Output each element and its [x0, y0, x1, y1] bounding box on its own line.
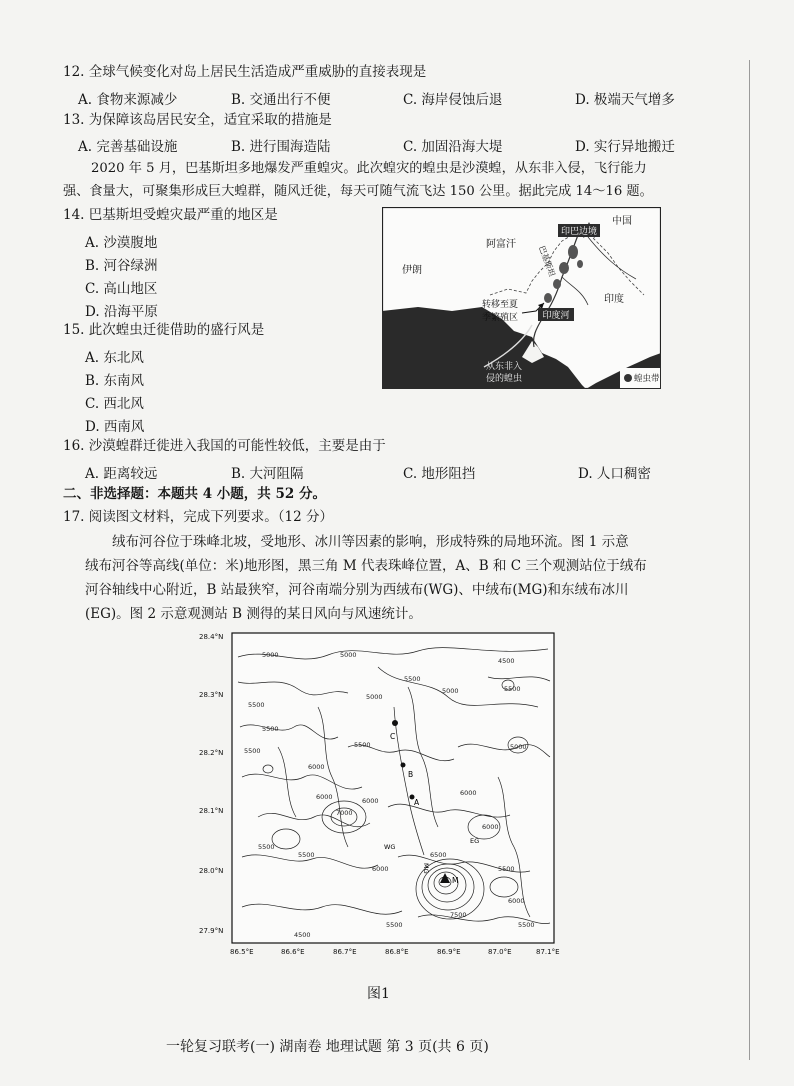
y-tick-label: 28.3°N — [199, 691, 224, 699]
x-axis-ticks — [230, 948, 560, 956]
contour-label: 6500 — [430, 851, 447, 859]
contour-label: 6000 — [482, 823, 499, 831]
label-pakistan: 巴基斯坦 — [537, 244, 557, 278]
locust-zone-1 — [568, 245, 578, 259]
contour-label: 5000 — [340, 651, 357, 659]
q14-option-a[interactable]: A. 沙漠腹地 — [85, 235, 158, 251]
contour-label: 7000 — [336, 809, 353, 817]
contour-label: 5500 — [248, 701, 265, 709]
q16-option-b[interactable]: B. 大河阻隔 — [231, 466, 304, 482]
question-13-stem: 13. 为保障该岛居民安全，适宜采取的措施是 — [63, 112, 332, 128]
station-c-icon — [392, 720, 398, 726]
contour-map-frame — [232, 633, 554, 943]
y-tick-label: 28.4°N — [199, 633, 224, 641]
contour-label: 5500 — [244, 747, 261, 755]
q14-option-b[interactable]: B. 河谷绿洲 — [85, 258, 158, 274]
q12-option-d[interactable]: D. 极端天气增多 — [575, 92, 675, 108]
q14-option-c[interactable]: C. 高山地区 — [85, 281, 158, 297]
contour-label: 5000 — [262, 651, 279, 659]
q12-option-c[interactable]: C. 海岸侵蚀后退 — [403, 92, 503, 108]
q16-option-c[interactable]: C. 地形阻挡 — [403, 466, 476, 482]
legend-dot-icon — [624, 374, 632, 382]
y-axis-ticks — [199, 633, 223, 935]
q13-option-b[interactable]: B. 进行围海造陆 — [231, 139, 331, 155]
contour-label: 5500 — [262, 725, 279, 733]
figure-1-caption: 图1 — [367, 986, 390, 1002]
x-tick-label: 87.0°E — [488, 948, 512, 956]
intro-line-1: 2020 年 5 月，巴基斯坦多地爆发严重蝗灾。此次蝗灾的蝗虫是沙漠蝗，从东非入侵，飞行能力 — [91, 161, 647, 176]
contour-label: 6000 — [316, 793, 333, 801]
q13-option-c[interactable]: C. 加固沿海大堤 — [403, 139, 503, 155]
q15-option-a[interactable]: A. 东北风 — [85, 350, 144, 366]
contour-label: 6000 — [508, 897, 525, 905]
x-tick-label: 86.8°E — [385, 948, 409, 956]
question-17-stem: 17. 阅读图文材料，完成下列要求。（12 分） — [63, 509, 333, 525]
contour-label: 5500 — [518, 921, 535, 929]
q15-option-c[interactable]: C. 西北风 — [85, 396, 144, 412]
contour-label: 6000 — [460, 789, 477, 797]
glacier-eg-label: EG — [470, 837, 480, 845]
y-tick-label: 28.0°N — [199, 867, 224, 875]
x-tick-label: 86.9°E — [437, 948, 461, 956]
label-china: 中国 — [612, 216, 632, 227]
contour-label: 6000 — [372, 865, 389, 873]
q15-option-b[interactable]: B. 东南风 — [85, 373, 145, 389]
q13-option-d[interactable]: D. 实行异地搬迁 — [575, 139, 675, 155]
question-16-stem: 16. 沙漠蝗群迁徙进入我国的可能性较低，主要是由于 — [63, 438, 386, 454]
contour-label: 5500 — [404, 675, 421, 683]
y-tick-label: 28.2°N — [199, 749, 224, 757]
q16-option-d[interactable]: D. 人口稠密 — [578, 466, 651, 482]
contour-label: 4500 — [498, 657, 515, 665]
locust-zone-2 — [559, 262, 569, 274]
label-india: 印度 — [604, 294, 624, 305]
label-india-pakistan-border: 印巴边境 — [560, 227, 598, 237]
x-tick-label: 86.7°E — [333, 948, 357, 956]
question-15-stem: 15. 此次蝗虫迁徙借助的盛行风是 — [63, 322, 265, 338]
q13-option-a[interactable]: A. 完善基础设施 — [78, 139, 178, 155]
contour-label: 5500 — [498, 865, 515, 873]
q15-option-d[interactable]: D. 西南风 — [85, 419, 145, 435]
intro-line-2: 强、食量大，可聚集形成巨大蝗群，随风迁徙，每天可随气流飞达 150 公里。据此完成 14～16 题。 — [63, 184, 653, 199]
contour-label: 5500 — [258, 843, 275, 851]
question-12-stem: 12. 全球气候变化对岛上居民生活造成严重威胁的直接表现是 — [63, 64, 427, 80]
contour-label: 6000 — [308, 763, 325, 771]
x-tick-label: 86.5°E — [230, 948, 254, 956]
label-from-east-africa-2: 侵的蝗虫 — [486, 374, 523, 384]
label-migrate: 转移至夏 — [482, 300, 519, 310]
glacier-mg-label: MG — [422, 863, 430, 874]
q14-option-d[interactable]: D. 沿海平原 — [85, 304, 158, 320]
q16-option-a[interactable]: A. 距离较远 — [85, 466, 158, 482]
contour-label: 5000 — [510, 743, 527, 751]
contour-label: 5500 — [504, 685, 521, 693]
station-c-label: C — [390, 732, 396, 741]
contour-label: 5000 — [442, 687, 459, 695]
x-tick-label: 86.6°E — [281, 948, 305, 956]
y-tick-label: 27.9°N — [199, 927, 224, 935]
label-indian-river: 印度河 — [542, 311, 570, 321]
q17-text-line-2: 绒布河谷等高线(单位：米)地形图，黑三角 M 代表珠峰位置，A、B 和 C 三个观测站位于绒布 — [85, 558, 647, 574]
contour-label: 5500 — [298, 851, 315, 859]
label-iran: 伊朗 — [402, 265, 422, 276]
contour-label: 5500 — [354, 741, 371, 749]
station-a-label: A — [414, 798, 420, 807]
rongbuk-contour-map — [198, 627, 578, 957]
q12-option-a[interactable]: A. 食物来源减少 — [78, 92, 178, 108]
contour-label: 4500 — [294, 931, 311, 939]
legend-label: 蝗虫带 — [634, 374, 660, 384]
page-footer: 一轮复习联考(一) 湖南卷 地理试题 第 3 页(共 6 页) — [166, 1039, 489, 1055]
contour-label: 7500 — [450, 911, 467, 919]
locust-region-map — [382, 207, 661, 389]
label-afghanistan: 阿富汗 — [486, 239, 516, 250]
x-tick-label: 87.1°E — [536, 948, 560, 956]
peak-m-label: M — [452, 876, 459, 885]
label-from-east-africa-1: 从东非入 — [486, 362, 523, 372]
q12-option-b[interactable]: B. 交通出行不便 — [231, 92, 331, 108]
station-b-label: B — [408, 770, 414, 779]
locust-zone-3 — [553, 279, 561, 289]
contour-label: 6000 — [362, 797, 379, 805]
q17-text-line-1: 绒布河谷位于珠峰北坡，受地形、冰川等因素的影响，形成特殊的局地环流。图 1 示意 — [112, 534, 629, 550]
locust-zone-4 — [544, 293, 552, 303]
section-2-heading: 二、非选择题：本题共 4 小题，共 52 分。 — [63, 486, 326, 502]
contour-label: 5500 — [386, 921, 403, 929]
label-breeding: 季繁殖区 — [482, 313, 519, 323]
q17-text-line-3: 河谷轴线中心附近，B 站最狭窄，河谷南端分别为西绒布(WG)、中绒布(MG)和东绒布冰川 — [85, 582, 629, 598]
y-tick-label: 28.1°N — [199, 807, 224, 815]
contour-label: 5000 — [366, 693, 383, 701]
locust-zone-5 — [577, 260, 583, 268]
q17-text-line-4: (EG)。图 2 示意观测站 B 测得的某日风向与风速统计。 — [85, 606, 422, 622]
glacier-wg-label: WG — [384, 843, 396, 851]
station-b-icon — [401, 763, 406, 768]
page-edge-line — [749, 60, 750, 1060]
question-14-stem: 14. 巴基斯坦受蝗灾最严重的地区是 — [63, 207, 278, 223]
